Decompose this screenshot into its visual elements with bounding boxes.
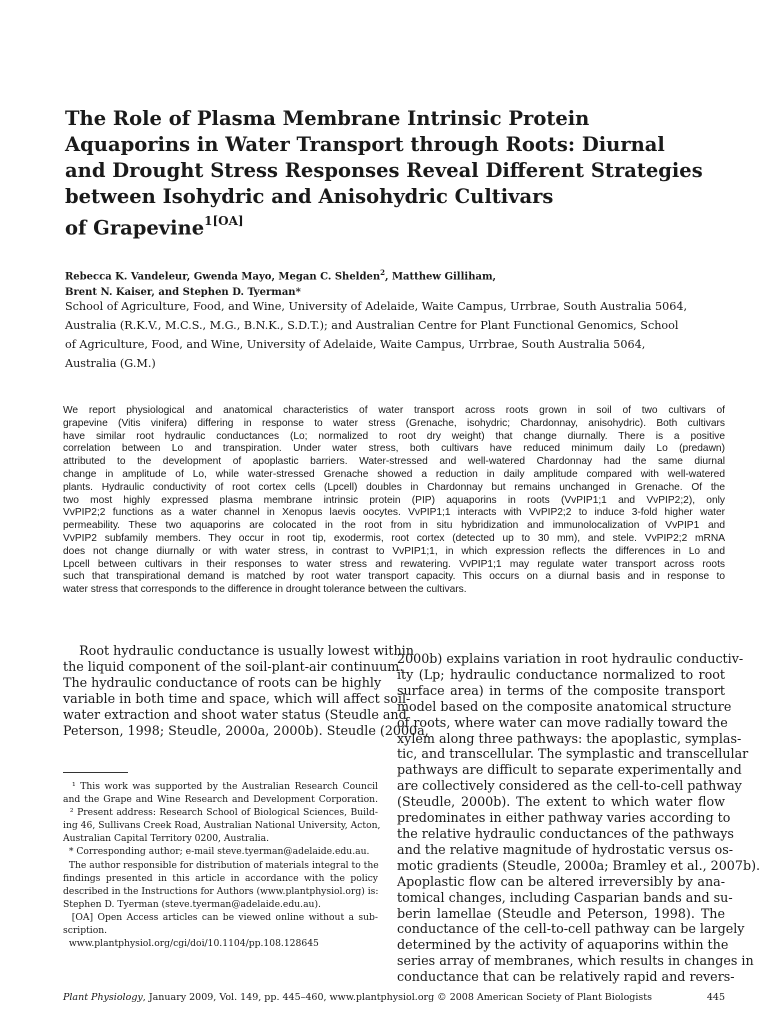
abstract-line: Lpcell between cultivars in their responses to water stress and rewatering. VvPIP1;1 may regulate water transport across roots xyxy=(63,558,725,570)
body-line: tomical changes, including Casparian bands and su- xyxy=(397,889,733,905)
title-line: Aquaporins in Water Transport through Roots: Diurnal xyxy=(65,133,665,156)
footnote-line: Australian Capital Territory 0200, Australia. xyxy=(63,833,269,845)
journal-name: Plant Physiology xyxy=(63,992,143,1003)
body-line: conductance that can be relatively rapid and revers- xyxy=(397,969,735,985)
title-line: between Isohydric and Anisohydric Cultivars xyxy=(65,185,554,208)
abstract-line: have similar root hydraulic conductances (Lo; normalized to root dry weight) that change diurnally. There is a positive xyxy=(63,430,725,442)
page-number: 445 xyxy=(706,992,725,1003)
title-line: The Role of Plasma Membrane Intrinsic Protein xyxy=(65,107,590,130)
footnote-line: findings presented in this article in accordance with the policy xyxy=(63,872,378,884)
author-footnote-marker: 2 xyxy=(380,268,385,277)
footnote-line: described in the Instructions for Authors (www.plantphysiol.org) is: xyxy=(63,885,379,897)
body-line: surface area) in terms of the composite transport xyxy=(397,682,725,698)
abstract-line: VvPIP2;2 functions as a water channel in Xenopus laevis oocytes. VvPIP1;1 interacts with VvPIP2;2 to induce 3-fold higher water xyxy=(63,507,725,519)
footnotes xyxy=(63,780,381,950)
abstract-line: permeability. These two aquaporins are colocated in the root from in situ hybridization and immunolocalization of VvPIP1 and xyxy=(63,520,725,532)
title-line: and Drought Stress Responses Reveal Different Strategies xyxy=(65,159,703,182)
abstract-line: grapevine (Vitis vinifera) differing in response to water stress (Grenache, isohydric; Chardonnay, anisohydric). Both cultivars xyxy=(63,417,725,429)
footnote-line: [OA] Open Access articles can be viewed online without a sub- xyxy=(63,911,378,923)
footnote-divider xyxy=(63,772,128,773)
footnote-line: ¹ This work was supported by the Australian Research Council xyxy=(63,781,378,792)
authors-line-1: Rebecca K. Vandeleur, Gwenda Mayo, Megan C. Shelden xyxy=(65,271,381,283)
page-footer xyxy=(63,992,725,1003)
abstract-line: does not change diurnally or with water stress, in contrast to VvPIP1;1, in which expression reflects the differences in Lo and xyxy=(63,545,725,557)
footnote-line: ing 46, Sullivans Creek Road, Australian National University, Acton, xyxy=(63,820,381,832)
affiliation-line: Australia (R.K.V., M.C.S., M.G., B.N.K., S.D.T.); and Australian Centre for Plant Functional Genomics, School xyxy=(65,319,679,332)
body-line: Peterson, 1998; Steudle, 2000a, 2000b). Steudle (2000a, xyxy=(63,722,429,738)
authors-line-1-end: , Matthew Gilliham, xyxy=(384,271,497,283)
authors-line-2: Brent N. Kaiser, and Stephen D. Tyerman* xyxy=(65,287,301,299)
body-column-left xyxy=(63,643,429,738)
journal-citation: , January 2009, Vol. 149, pp. 445–460, www.plantphysiol.org © 2008 American Society of Plant Biologists xyxy=(142,992,652,1003)
affiliations xyxy=(65,297,730,373)
body-line: water extraction and shoot water status (Steudle and xyxy=(63,706,407,722)
abstract-line: VvPIP2 subfamily members. They occur in root tip, exodermis, root cortex (detected up to 30 mm), and stele. VvPIP2;2 mRNA xyxy=(63,532,725,544)
body-line: conductance of the cell-to-cell pathway can be largely xyxy=(397,921,745,937)
abstract-line: change in amplitude of Lo, while water-stressed Grenache showed a reduction in daily amplitude compared with well-watered xyxy=(63,468,725,480)
author-list xyxy=(65,265,725,301)
affiliation-line: Australia (G.M.) xyxy=(65,357,156,370)
body-line: pathways are difficult to separate experimentally and xyxy=(397,762,742,778)
body-line: are collectively considered as the cell-to-cell pathway xyxy=(397,778,742,794)
body-line: predominates in either pathway varies according to xyxy=(397,810,731,826)
body-line: and the relative magnitude of hydrostatic versus os- xyxy=(397,841,734,857)
body-line: the relative hydraulic conductances of the pathways xyxy=(397,825,734,841)
affiliation-line: of Agriculture, Food, and Wine, University of Adelaide, Waite Campus, Urrbrae, South Australia 5064, xyxy=(65,338,646,351)
affiliation-line: School of Agriculture, Food, and Wine, University of Adelaide, Waite Campus, Urrbrae, South Australia 5064, xyxy=(65,300,688,313)
body-line: xylem along three pathways: the apoplastic, symplas- xyxy=(397,730,742,746)
body-line: of roots, where water can move radially toward the xyxy=(397,714,728,730)
title-footnote-marker: 1[OA] xyxy=(204,214,244,228)
body-line: ity (Lp; hydraulic conductance normalized to root xyxy=(397,666,725,682)
body-line: variable in both time and space, which will affect soil- xyxy=(63,690,411,706)
body-line: 2000b) explains variation in root hydraulic conductiv- xyxy=(397,651,744,666)
abstract-line: correlation between Lo and transpiration. Under water stress, both cultivars have reduced minimum daily Lo (predawn) xyxy=(63,443,725,455)
footnote-line: The author responsible for distribution of materials integral to the xyxy=(63,859,379,871)
abstract-line: attributed to the development of apoplastic barriers. Water-stressed and well-watered Chardonnay had the same diurnal xyxy=(63,456,725,468)
abstract-line: We report physiological and anatomical characteristics of water transport across roots grown in soil of two cultivars of xyxy=(63,405,725,416)
footnote-line: scription. xyxy=(63,925,108,937)
paper-title xyxy=(65,106,725,242)
body-line: (Steudle, 2000b). The extent to which water flow xyxy=(397,794,725,810)
footnote-line: and the Grape and Wine Research and Development Corporation. xyxy=(63,794,378,806)
body-line: motic gradients (Steudle, 2000a; Bramley et al., 2007b). xyxy=(397,857,761,873)
body-line: model based on the composite anatomical structure xyxy=(397,698,732,714)
title-line: of Grapevine xyxy=(65,216,205,240)
body-line: tic, and transcellular. The symplastic and transcellular xyxy=(397,746,749,762)
body-line: The hydraulic conductance of roots can be highly xyxy=(63,674,382,690)
footnote-line: * Corresponding author; e-mail steve.tyerman@adelaide.edu.au. xyxy=(63,846,370,858)
body-column-right xyxy=(397,651,761,985)
abstract-line: water stress that corresponds to the difference in drought tolerance between the cultivars. xyxy=(63,584,467,596)
body-line: Root hydraulic conductance is usually lowest within xyxy=(63,643,414,658)
footnote-line: Stephen D. Tyerman (steve.tyerman@adelaide.edu.au). xyxy=(63,898,321,910)
abstract-line: plants. Hydraulic conductivity of root cortex cells (Lpcell) doubles in Chardonnay but remains unchanged in Grenache. Of the xyxy=(63,481,725,493)
footnote-doi-link[interactable]: www.plantphysiol.org/cgi/doi/10.1104/pp.108.128645 xyxy=(63,938,319,950)
body-line: the liquid component of the soil-plant-air continuum. xyxy=(63,658,404,674)
body-line: series array of membranes, which results in changes in xyxy=(397,953,754,969)
abstract xyxy=(63,405,725,597)
body-line: determined by the activity of aquaporins within the xyxy=(397,937,729,953)
footnote-line: ² Present address: Research School of Biological Sciences, Build- xyxy=(63,807,378,819)
abstract-line: such that transpirational demand is matched by root water transport capacity. This occurs on a diurnal basis and in response to xyxy=(63,571,725,583)
body-line: Apoplastic flow can be altered irreversibly by ana- xyxy=(397,873,725,889)
body-line: berin lamellae (Steudle and Peterson, 1998). The xyxy=(397,905,725,921)
abstract-line: two most highly expressed plasma membrane intrinsic protein (PIP) aquaporins in roots (VvPIP1;1 and VvPIP2;2), only xyxy=(63,494,725,506)
